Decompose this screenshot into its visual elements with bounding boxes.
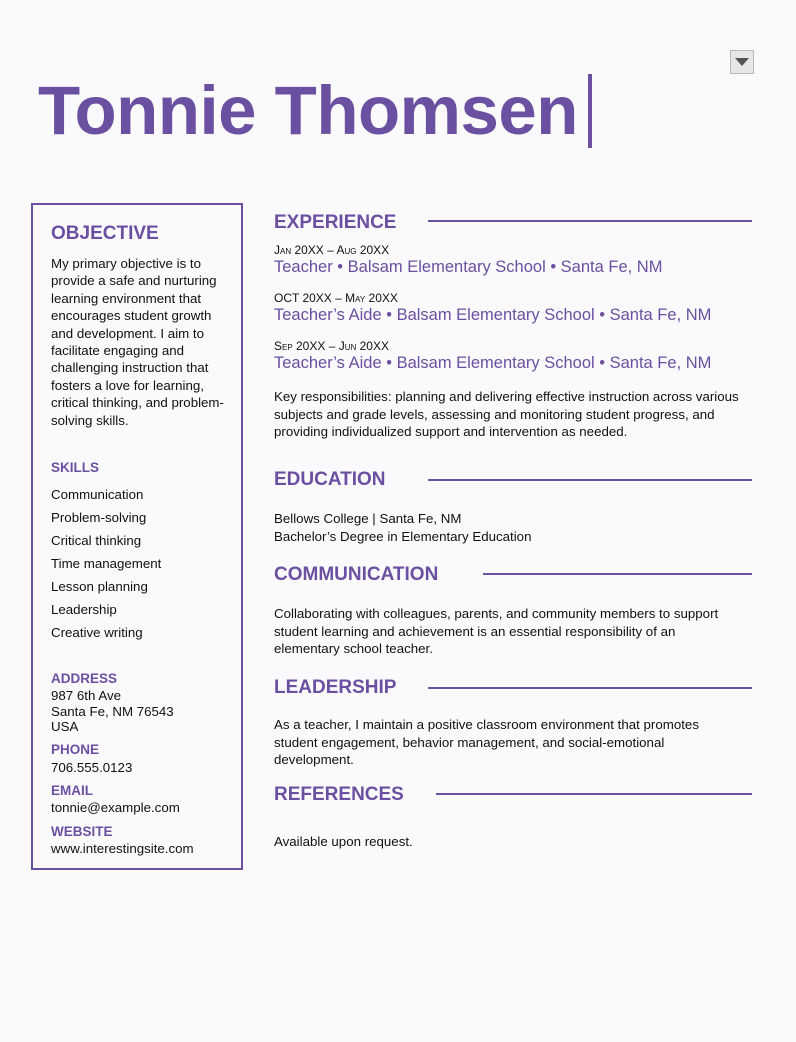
website-heading: WEBSITE bbox=[51, 824, 113, 839]
section-divider bbox=[483, 573, 752, 575]
dropdown-button[interactable] bbox=[730, 50, 754, 74]
website-value: www.interestingsite.com bbox=[51, 841, 194, 856]
section-divider bbox=[428, 479, 752, 481]
address-line: 987 6th Ave bbox=[51, 688, 121, 703]
skill-item: Communication bbox=[51, 487, 144, 502]
email-value: tonnie@example.com bbox=[51, 800, 180, 815]
name-accent-bar bbox=[588, 74, 592, 148]
skills-heading: SKILLS bbox=[51, 460, 100, 475]
education-school: Bellows College | Santa Fe, NM bbox=[274, 511, 462, 526]
phone-value: 706.555.0123 bbox=[51, 760, 133, 775]
skill-item: Lesson planning bbox=[51, 579, 148, 594]
job-title: Teacher’s Aide • Balsam Elementary School • Santa Fe, NM bbox=[274, 354, 712, 372]
job-title: Teacher • Balsam Elementary School • Santa Fe, NM bbox=[274, 258, 663, 276]
job-dates: OCT 20XX – May 20XX bbox=[274, 291, 398, 305]
references-text: Available upon request. bbox=[274, 834, 413, 849]
skills-list bbox=[51, 486, 161, 647]
address-heading: ADDRESS bbox=[51, 671, 118, 686]
objective-text: My primary objective is to provide a safe and nurturing learning environment that encourages student growth and development. I aim to facilitate engaging and challenging instruction that fosters a love for learning, critical thinking, and problem-solving skills. bbox=[51, 256, 224, 428]
phone-heading: PHONE bbox=[51, 742, 100, 757]
references-heading: REFERENCES bbox=[274, 784, 404, 805]
resume-name: Tonnie Thomsen bbox=[38, 72, 578, 149]
section-divider bbox=[428, 687, 752, 689]
education-heading: EDUCATION bbox=[274, 469, 386, 490]
objective-heading: OBJECTIVE bbox=[51, 223, 159, 244]
job-dates: Sep 20XX – Jun 20XX bbox=[274, 339, 389, 353]
chevron-down-icon bbox=[735, 58, 749, 66]
section-divider bbox=[436, 793, 752, 795]
section-divider bbox=[428, 220, 752, 222]
job-title: Teacher’s Aide • Balsam Elementary School • Santa Fe, NM bbox=[274, 306, 712, 324]
job-dates: Jan 20XX – Aug 20XX bbox=[274, 243, 390, 257]
skill-item: Critical thinking bbox=[51, 533, 142, 548]
address-line: USA bbox=[51, 719, 79, 734]
leadership-heading: LEADERSHIP bbox=[274, 677, 397, 698]
email-heading: EMAIL bbox=[51, 783, 93, 798]
sidebar bbox=[31, 203, 243, 870]
skill-item: Time management bbox=[51, 556, 162, 571]
skill-item: Leadership bbox=[51, 602, 117, 617]
leadership-text: As a teacher, I maintain a positive classroom environment that promotes student engagement, behavior management, and social-emotional development. bbox=[274, 717, 699, 768]
skill-item: Creative writing bbox=[51, 625, 143, 640]
communication-heading: COMMUNICATION bbox=[274, 564, 439, 585]
responsibilities-text: Key responsibilities: planning and delivering effective instruction across various subjects and grade levels, assessing and monitoring student progress, and providing individualized support and intervention as needed. bbox=[274, 389, 739, 440]
education-degree: Bachelor’s Degree in Elementary Education bbox=[274, 529, 532, 544]
address-line: Santa Fe, NM 76543 bbox=[51, 704, 174, 719]
experience-heading: EXPERIENCE bbox=[274, 212, 397, 233]
communication-text: Collaborating with colleagues, parents, and community members to support student learning and achievement is an essential responsibility of an elementary school teacher. bbox=[274, 606, 719, 657]
skill-item: Problem-solving bbox=[51, 510, 147, 525]
